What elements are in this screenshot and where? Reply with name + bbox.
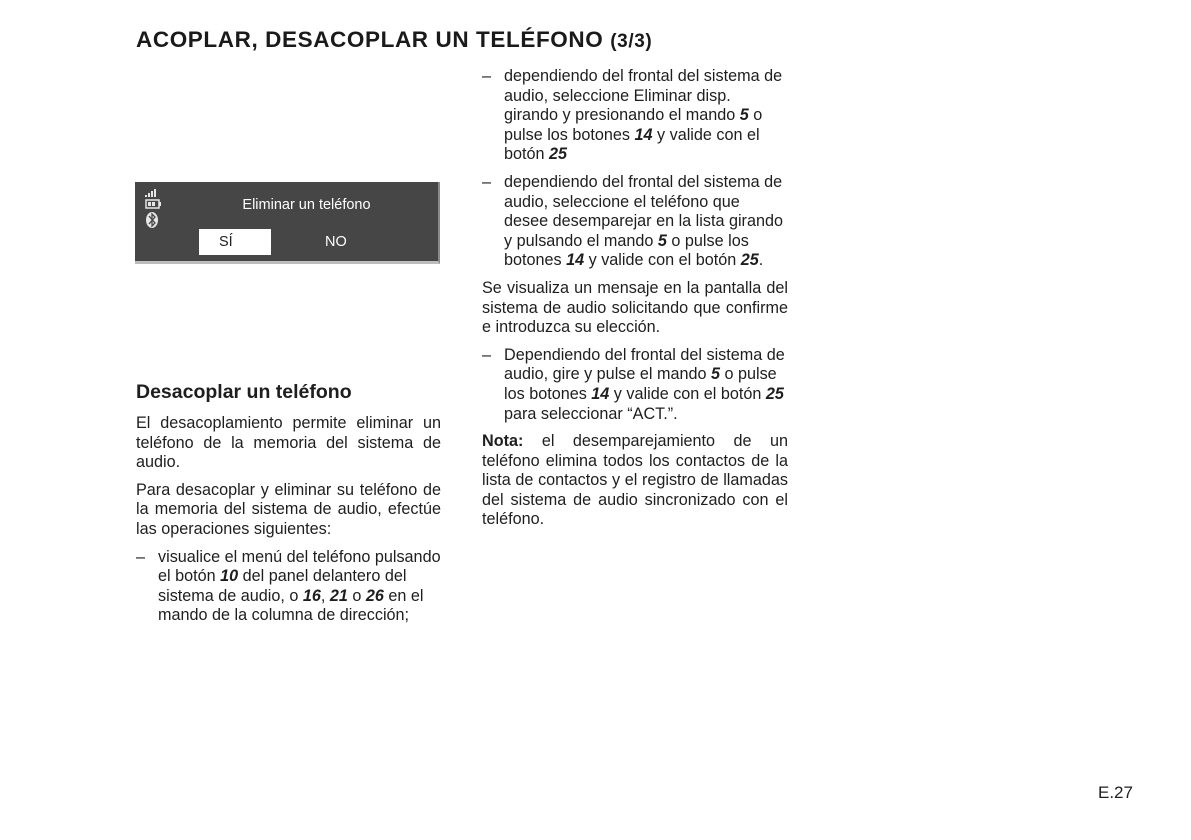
screen-message: Eliminar un teléfono (242, 197, 371, 213)
step-dash: – (482, 67, 492, 85)
step-text: dependiendo del frontal del sistema de audio, seleccione Eliminar disp. girando y presionando el mando 5 o pulse los botones 14 y valide con el botón 25 (504, 67, 783, 164)
button-ref: 5 (657, 231, 667, 250)
section-heading: Desacoplar un teléfono (136, 381, 352, 403)
note-text: el desemparejamiento de un teléfono elimina todos los contactos de la lista de contactos y el registro de llamadas del sistema de audio sincronizado con el teléfono. (482, 432, 788, 529)
no-option: NO (325, 234, 347, 250)
note-label: Nota: (482, 432, 524, 451)
button-ref: 14 (634, 125, 653, 144)
button-ref: 10 (220, 567, 239, 586)
page-title-part: (3/3) (610, 31, 653, 52)
page-title-main: ACOPLAR, DESACOPLAR UN TELÉFONO (136, 27, 604, 52)
button-ref: 16 (302, 586, 321, 605)
page-number: E.27 (1098, 783, 1133, 802)
step-text: dependiendo del frontal del sistema de audio, seleccione el teléfono que desee desemparejar en la lista girando y pulsando el mando 5 o pulse los botones 14 y valide con el botón 25. (504, 172, 783, 270)
step-item (136, 548, 441, 626)
button-ref: 14 (591, 384, 610, 403)
status-icons (143, 189, 163, 238)
step-text: visualice el menú del teléfono pulsando el botón 10 del panel delantero del sistema de audio, o 16, 21 o 26 en el mando de la columna de dirección; (158, 547, 441, 625)
paragraph-intro: El desacoplamiento permite eliminar un teléfono de la memoria del sistema de audio. (136, 414, 441, 472)
page-title (136, 27, 652, 53)
step-item (482, 67, 788, 165)
button-ref: 25 (740, 251, 759, 270)
step-dash: – (482, 172, 492, 191)
signal-icon (145, 189, 156, 197)
paragraph-confirm: Se visualiza un mensaje en la pantalla del sistema de audio solicitando que confirme e introduzca su elección. (482, 278, 788, 337)
button-ref: 21 (329, 586, 348, 605)
paragraph-instructions: Para desacoplar y eliminar su teléfono de la memoria del sistema de audio, efectúe las operaciones siguientes: (136, 480, 441, 538)
step-item (482, 346, 788, 424)
yes-option: SÍ (199, 229, 271, 255)
bluetooth-icon (146, 212, 158, 228)
step-item (482, 173, 788, 271)
button-ref: 25 (765, 384, 784, 403)
right-column (482, 67, 788, 538)
step-text: Dependiendo del frontal del sistema de audio, gire y pulse el mando 5 o pulse los botones 14 y valide con el botón 25 para seleccionar “ACT.”. (504, 345, 785, 423)
button-ref: 14 (566, 251, 585, 270)
button-ref: 5 (739, 106, 749, 125)
step-dash: – (482, 345, 492, 364)
button-ref: 5 (710, 365, 720, 384)
audio-display-illustration (135, 182, 440, 264)
note-paragraph (482, 432, 788, 530)
left-column (136, 380, 441, 634)
step-dash: – (136, 547, 146, 566)
button-ref: 26 (365, 586, 384, 605)
battery-icon (146, 200, 161, 208)
button-ref: 25 (549, 145, 568, 164)
